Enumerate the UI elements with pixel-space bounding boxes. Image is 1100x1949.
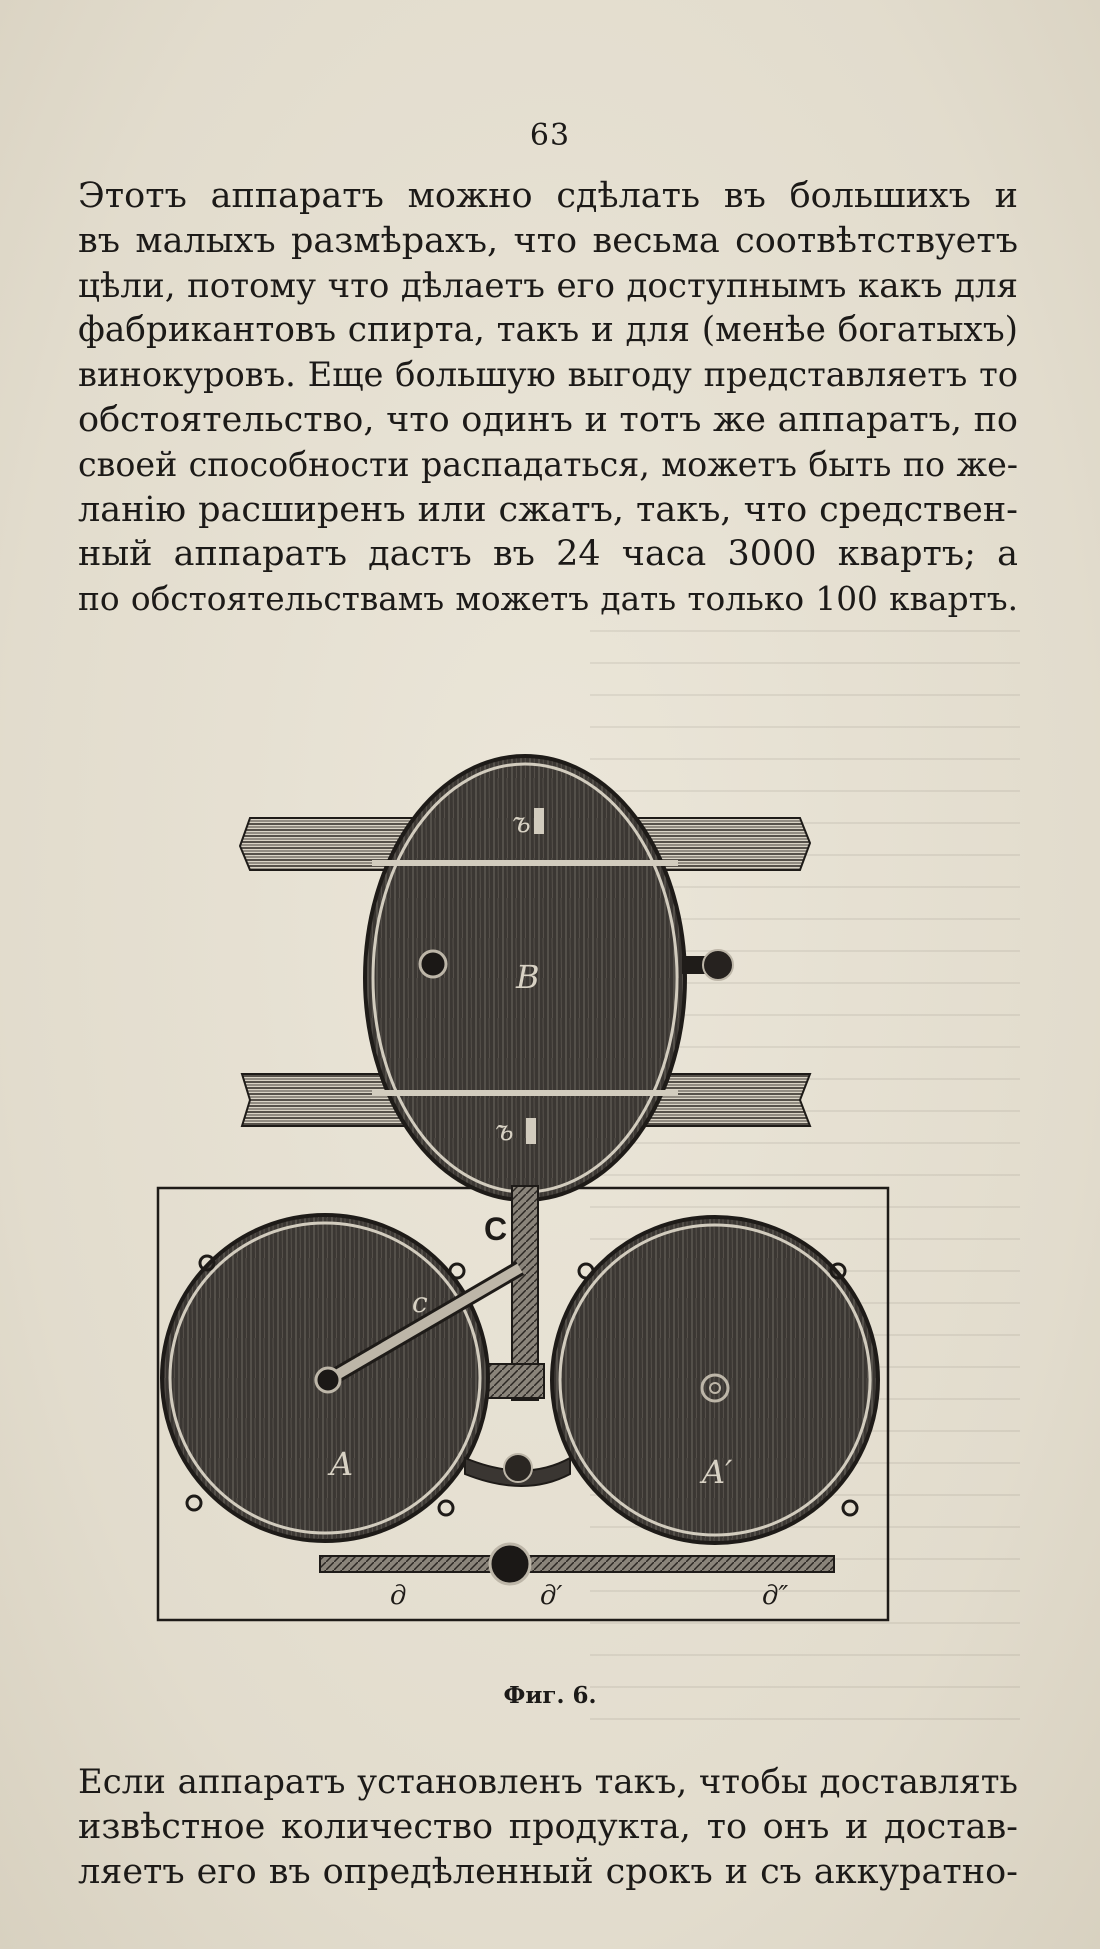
bung-hole (420, 951, 446, 977)
label-box (526, 1118, 536, 1144)
text-line: Этотъ аппаратъ можно сдѣлать въ большихъ и (78, 176, 1018, 216)
text-line: обстоятельство, что одинъ и тотъ же аппаратъ, по (78, 399, 1018, 440)
bracket (187, 1496, 201, 1510)
text-line: винокуровъ. Еще большую выгоду представляетъ то (78, 355, 1018, 395)
text-line: цѣли, потому что дѣлаетъ его доступнымъ какъ для (78, 265, 1018, 306)
apparatus-figure (150, 738, 900, 1628)
pipe-end (316, 1368, 340, 1392)
label-box (534, 808, 544, 834)
drain-valve (490, 1544, 530, 1584)
label-bottom-small: ъ (495, 1114, 514, 1147)
barrel-A-prime (552, 1217, 878, 1543)
label-C: C (484, 1211, 508, 1247)
text-line: извѣстное количество продукта, то онъ и достав- (78, 1806, 1018, 1847)
label-B: B (516, 958, 540, 996)
paragraph-bottom (78, 1760, 1018, 1894)
label-d1: д (390, 1581, 407, 1611)
paragraph-top (78, 174, 1018, 622)
text-line: ланію расширенъ или сжатъ, такъ, что средствен- (78, 489, 1018, 530)
bracket (450, 1264, 464, 1278)
label-A-prime: A′ (702, 1453, 733, 1491)
bracket (843, 1501, 857, 1515)
label-top-small: ъ (512, 806, 531, 839)
text-line: ный аппаратъ дастъ въ 24 часа 3000 квартъ; а (78, 534, 1018, 575)
text-line: Если аппаратъ установленъ такъ, чтобы доставлять (78, 1762, 1018, 1801)
bracket (579, 1264, 593, 1278)
text-line: своей способности распадаться, можетъ быть по же- (78, 444, 1018, 484)
label-d3: д″ (762, 1581, 789, 1611)
label-A: A (330, 1445, 354, 1483)
figure-caption: Фиг. 6. (503, 1682, 597, 1709)
label-d2: д′ (540, 1581, 563, 1611)
bracket (439, 1501, 453, 1515)
text-line: въ малыхъ размѣрахъ, что весьма соотвѣтствуетъ (78, 220, 1018, 261)
label-c: c (412, 1286, 428, 1319)
tap-knob (703, 950, 733, 980)
valve (504, 1454, 532, 1482)
page-number: 63 (529, 118, 571, 153)
text-line: ляетъ его въ опредѣленный срокъ и съ аккуратно- (78, 1851, 1018, 1892)
text-line: фабрикантовъ спирта, такъ и для (менѣе богатыхъ) (78, 310, 1018, 351)
drain-pipe (320, 1556, 834, 1572)
text-line: по обстоятельствамъ можетъ дать только 100 квартъ. (78, 580, 1018, 619)
